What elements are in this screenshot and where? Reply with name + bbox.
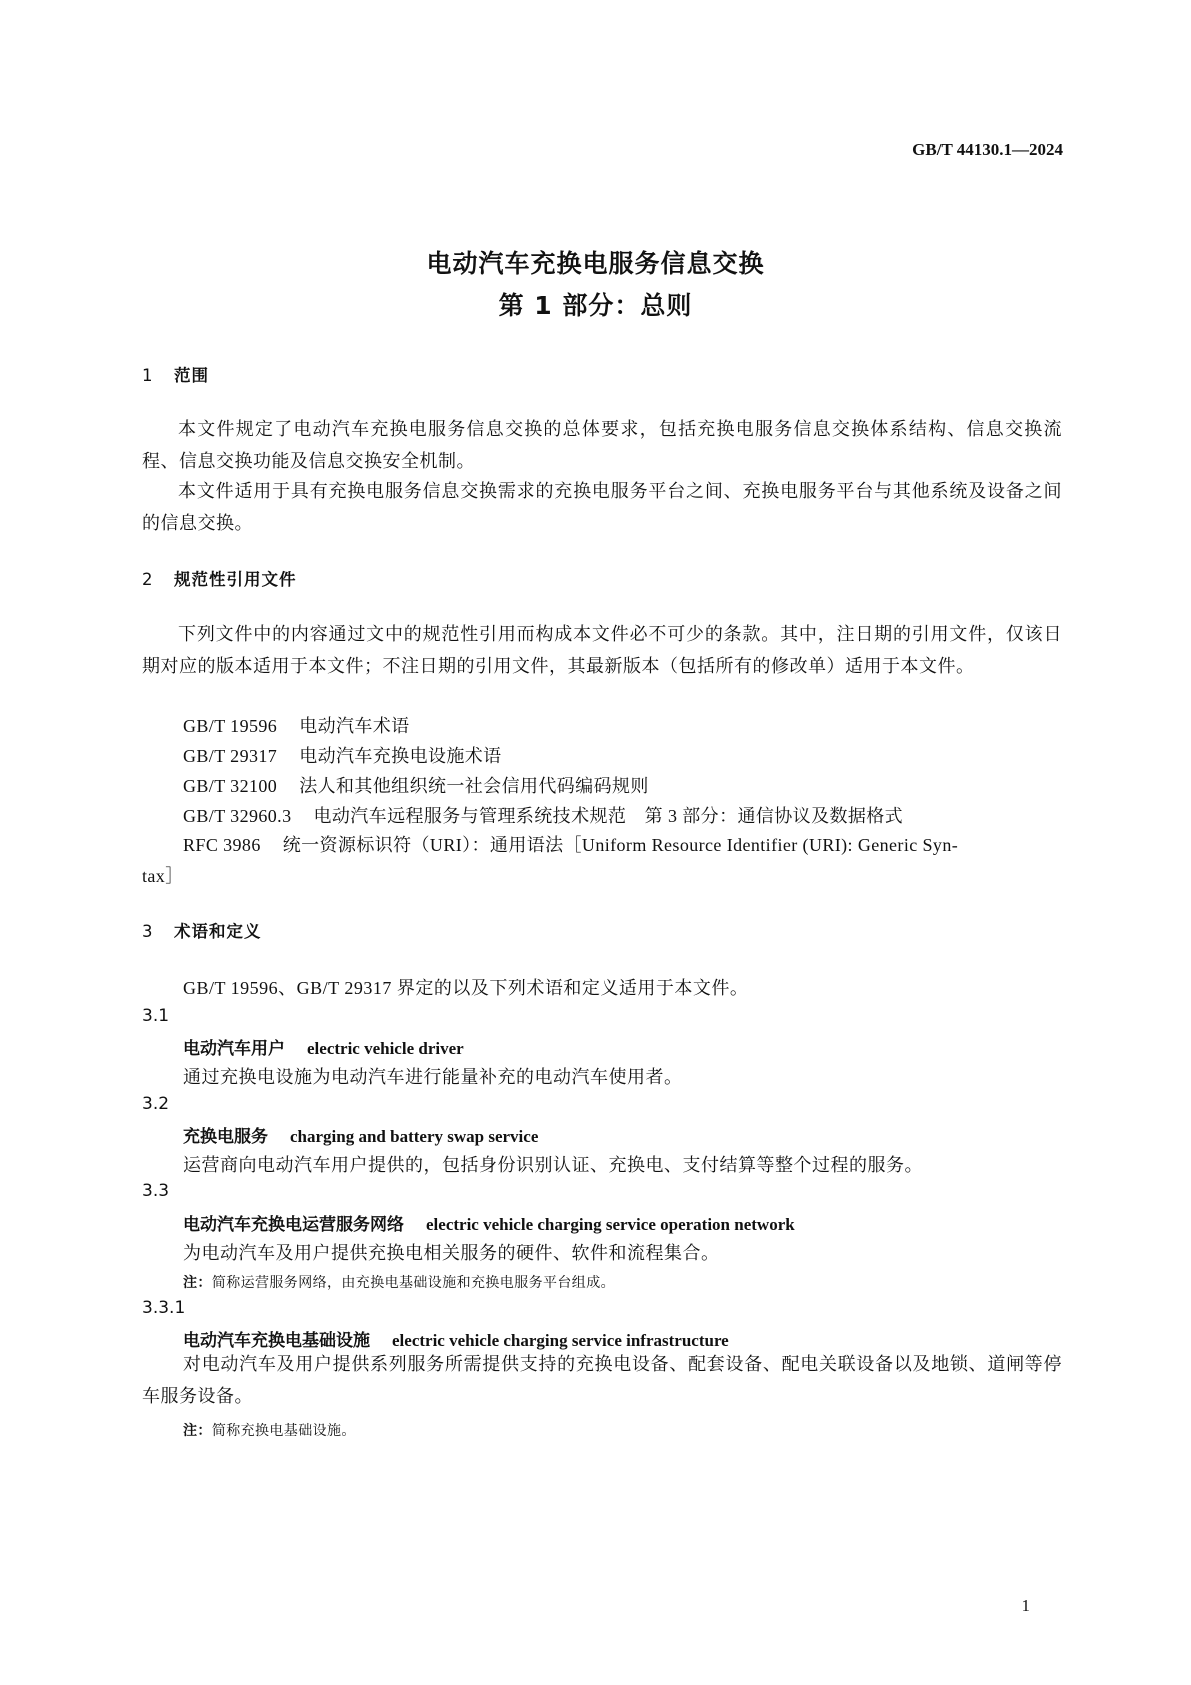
term-chinese: 充换电服务 xyxy=(183,1127,268,1147)
reference-code: GB/T 32960.3 xyxy=(183,806,292,826)
section-3-title: 术语和定义 xyxy=(174,922,262,941)
standard-code: GB/T 44130.1—2024 xyxy=(912,140,1063,159)
section-1-number: 1 xyxy=(142,366,154,385)
term-note xyxy=(183,1272,615,1292)
section-2-number: 2 xyxy=(142,570,154,589)
reference-title: 电动汽车术语 xyxy=(299,716,410,736)
section-3-intro: GB/T 19596、GB/T 29317 界定的以及下列术语和定义适用于本文件。 xyxy=(183,978,749,998)
term-chinese: 电动汽车充换电基础设施 xyxy=(183,1331,370,1351)
reference-code: GB/T 32100 xyxy=(183,776,278,796)
reference-item xyxy=(183,712,410,738)
term-number: 3.3 xyxy=(142,1181,170,1201)
reference-title: 统一资源标识符（URI）：通用语法［Uniform Resource Identifier (URI): Generic Syn- xyxy=(282,835,959,855)
section-2-title: 规范性引用文件 xyxy=(174,570,297,589)
reference-item xyxy=(183,742,502,768)
section-1-paragraph-1: 本文件规定了电动汽车充换电服务信息交换的总体要求，包括充换电服务信息交换体系结构、信息交换流程、信息交换功能及信息交换安全机制。 xyxy=(142,419,1062,471)
reference-code: GB/T 19596 xyxy=(183,716,278,736)
term-english: electric vehicle charging service operation network xyxy=(426,1215,795,1234)
term-heading xyxy=(183,1210,795,1235)
term-number: 3.1 xyxy=(142,1006,170,1026)
term-english: charging and battery swap service xyxy=(290,1127,539,1146)
reference-item xyxy=(183,831,958,857)
reference-title: 电动汽车远程服务与管理系统技术规范 第 3 部分：通信协议及数据格式 xyxy=(313,806,904,826)
reference-code: RFC 3986 xyxy=(183,835,261,855)
reference-code: GB/T 29317 xyxy=(183,746,278,766)
term-number: 3.2 xyxy=(142,1094,170,1114)
term-definition: 为电动汽车及用户提供充换电相关服务的硬件、软件和流程集合。 xyxy=(183,1243,720,1263)
term-english: electric vehicle driver xyxy=(307,1039,464,1058)
note-label: 注： xyxy=(183,1275,212,1291)
section-3-heading xyxy=(142,918,262,942)
term-definition: 对电动汽车及用户提供系列服务所需提供支持的充换电设备、配套设备、配电关联设备以及地锁、道闸等停车服务设备。 xyxy=(142,1354,1062,1406)
section-2-paragraph-1: 下列文件中的内容通过文中的规范性引用而构成本文件必不可少的条款。其中，注日期的引用文件，仅该日期对应的版本适用于本文件；不注日期的引用文件，其最新版本（包括所有的修改单）适用于本文件。 xyxy=(142,624,1062,676)
note-label: 注： xyxy=(183,1423,212,1439)
section-3-number: 3 xyxy=(142,922,154,941)
section-2-heading xyxy=(142,566,297,590)
reference-continuation: tax］ xyxy=(142,866,184,886)
term-english: electric vehicle charging service infrastructure xyxy=(392,1331,729,1350)
section-1-paragraph-2: 本文件适用于具有充换电服务信息交换需求的充换电服务平台之间、充换电服务平台与其他系统及设备之间的信息交换。 xyxy=(142,481,1062,533)
document-title-line2: 第 1 部分：总则 xyxy=(498,291,693,320)
term-heading xyxy=(183,1034,464,1059)
section-1-title: 范围 xyxy=(174,366,209,385)
term-heading xyxy=(183,1122,538,1147)
reference-title: 法人和其他组织统一社会信用代码编码规则 xyxy=(299,776,649,796)
term-note xyxy=(183,1420,356,1440)
term-definition: 通过充换电设施为电动汽车进行能量补充的电动汽车使用者。 xyxy=(183,1067,683,1087)
term-chinese: 电动汽车充换电运营服务网络 xyxy=(183,1215,404,1235)
reference-item xyxy=(183,772,649,798)
term-definition: 运营商向电动汽车用户提供的，包括身份识别认证、充换电、支付结算等整个过程的服务。 xyxy=(183,1155,923,1175)
note-text: 简称运营服务网络，由充换电基础设施和充换电服务平台组成。 xyxy=(211,1276,616,1291)
term-number: 3.3.1 xyxy=(142,1298,186,1318)
document-title-line1: 电动汽车充换电服务信息交换 xyxy=(426,249,765,278)
page-number: 1 xyxy=(1021,1596,1030,1615)
term-chinese: 电动汽车用户 xyxy=(183,1039,285,1059)
section-1-heading xyxy=(142,362,209,386)
note-text: 简称充换电基础设施。 xyxy=(211,1424,356,1439)
reference-title: 电动汽车充换电设施术语 xyxy=(299,746,502,766)
reference-item xyxy=(183,802,903,828)
